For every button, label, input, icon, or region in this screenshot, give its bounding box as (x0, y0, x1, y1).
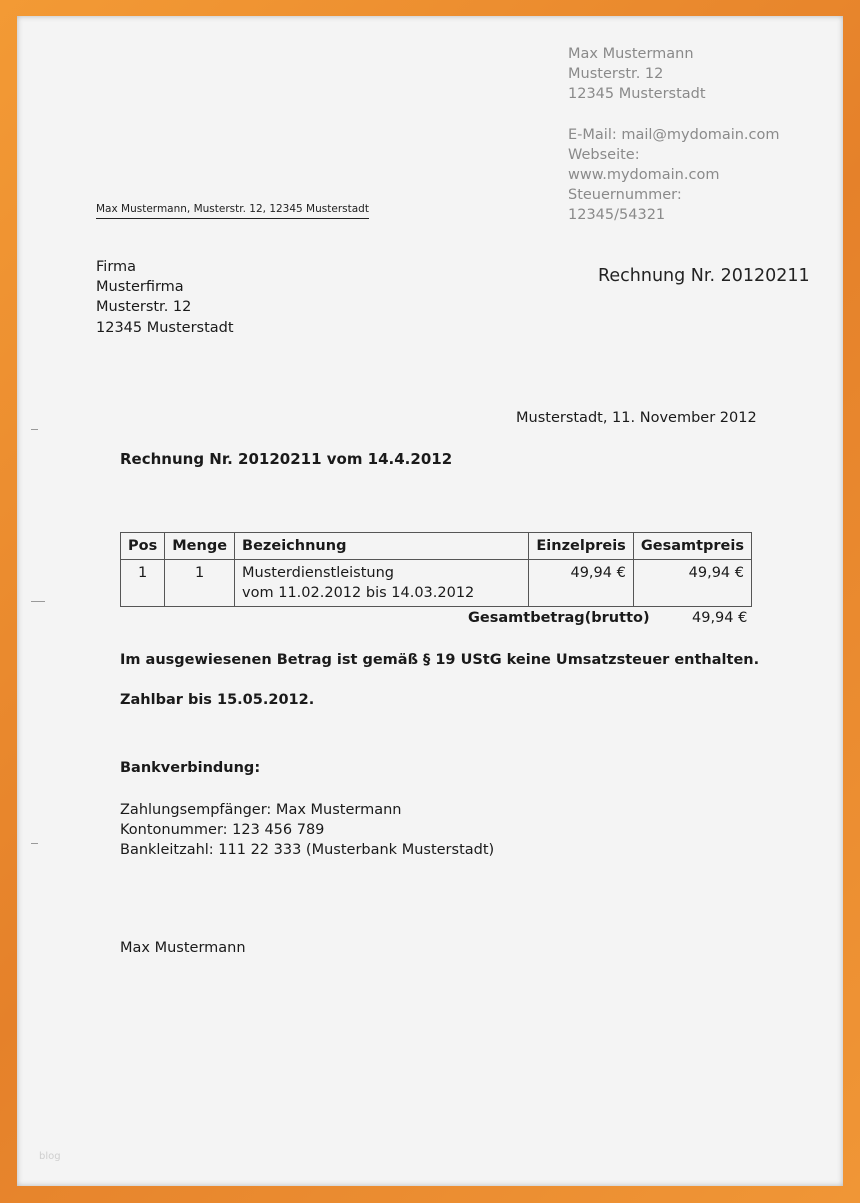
recipient-block (96, 257, 234, 338)
invoice-page (17, 16, 843, 1186)
sender-email: E-Mail: mail@mydomain.com (568, 126, 780, 143)
sender-name: Max Mustermann (568, 46, 694, 62)
payment-due: Zahlbar bis 15.05.2012. (120, 692, 315, 708)
table-header-row (121, 533, 752, 560)
cell-total-price: 49,94 € (633, 560, 751, 607)
date-line: Musterstadt, 11. November 2012 (516, 410, 757, 426)
bank-details (120, 800, 494, 861)
cell-unit-price: 49,94 € (529, 560, 633, 607)
cell-description (235, 560, 529, 607)
recipient-line: 12345 Musterstadt (96, 319, 234, 336)
total-value: 49,94 € (692, 610, 748, 626)
hole-punch-mark (31, 601, 45, 602)
sender-city: 12345 Musterstadt (568, 86, 706, 103)
header-unit-price: Einzelpreis (529, 533, 633, 560)
bank-account: Kontonummer: 123 456 789 (120, 822, 325, 839)
sender-website-label: Webseite: (568, 146, 640, 163)
cell-qty: 1 (165, 560, 235, 607)
total-label: Gesamtbetrag(brutto) (468, 610, 650, 626)
watermark: blog (39, 1151, 61, 1162)
header-total-price: Gesamtpreis (633, 533, 751, 560)
header-pos: Pos (121, 533, 165, 560)
signature-name: Max Mustermann (120, 940, 246, 956)
bank-heading: Bankverbindung: (120, 760, 261, 776)
invoice-heading: Rechnung Nr. 20120211 (598, 266, 810, 286)
tax-note: Im ausgewiesenen Betrag ist gemäß § 19 UStG keine Umsatzsteuer enthalten. (120, 652, 760, 668)
return-address-line: Max Mustermann, Musterstr. 12, 12345 Musterstadt (96, 203, 369, 219)
bank-code: Bankleitzahl: 111 22 333 (Musterbank Musterstadt) (120, 842, 495, 859)
recipient-line: Musterstr. 12 (96, 299, 192, 316)
invoice-subject: Rechnung Nr. 20120211 vom 14.4.2012 (120, 450, 453, 468)
cell-pos: 1 (121, 560, 165, 607)
sender-street: Musterstr. 12 (568, 66, 664, 83)
bank-payee: Zahlungsempfänger: Max Mustermann (120, 802, 402, 818)
invoice-items-table (120, 532, 752, 607)
table-row (121, 560, 752, 607)
sender-block (568, 44, 780, 226)
description-line: Musterdienstleistung (242, 565, 394, 581)
header-description: Bezeichnung (235, 533, 529, 560)
recipient-line: Musterfirma (96, 279, 184, 296)
fold-mark (31, 429, 38, 430)
sender-website: www.mydomain.com (568, 167, 720, 184)
sender-tax-label: Steuernummer: (568, 187, 682, 204)
header-qty: Menge (165, 533, 235, 560)
description-line: vom 11.02.2012 bis 14.03.2012 (242, 585, 475, 601)
fold-mark (31, 843, 38, 844)
recipient-line: Firma (96, 259, 137, 275)
sender-tax-number: 12345/54321 (568, 207, 666, 224)
